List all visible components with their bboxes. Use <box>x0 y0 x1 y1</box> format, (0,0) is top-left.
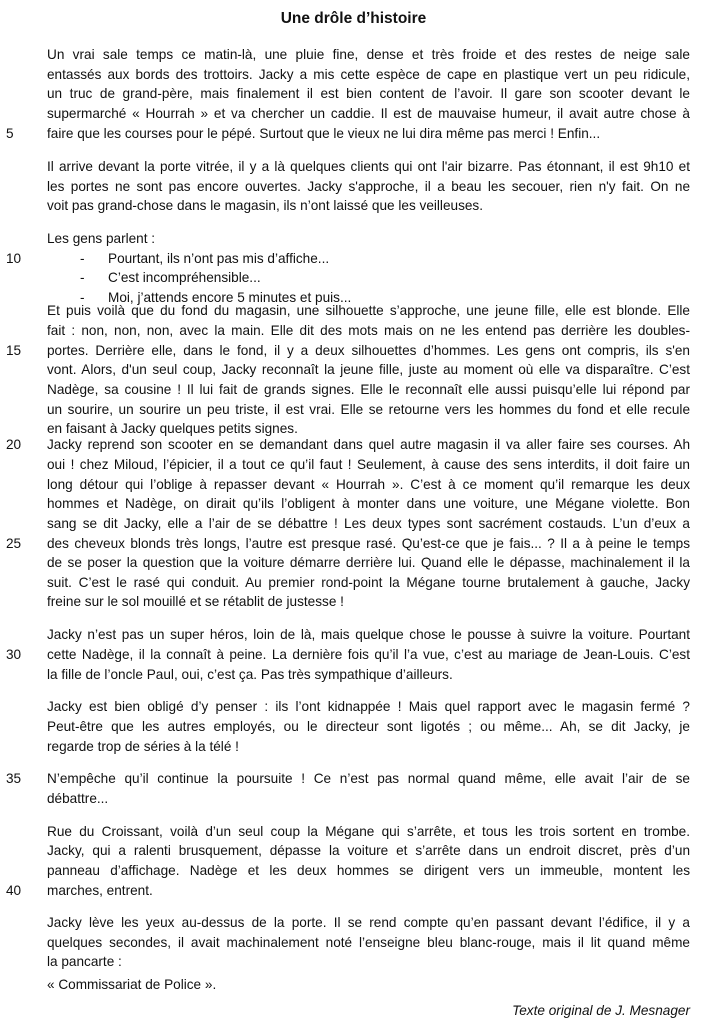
text-line: en faisant à Jacky quelques petits signes. <box>47 421 298 436</box>
line-number: 10 <box>6 251 22 266</box>
dialogue-dash: - <box>80 290 85 305</box>
text-line: Nadège, sa cousine ! Il lui fait de grands signes. Elle le reconnaît elle aussi puisqu’elle lui répond par <box>47 382 690 397</box>
text-line: freine sur le sol mouillé et se rétablit de justesse ! <box>47 594 344 609</box>
text-line: Jacky lève les yeux au-dessus de la porte. Il se rend compte qu’en passant devant l’édifice, il y a <box>47 915 690 930</box>
text-line: hommes et Nadège, on dirait qu’ils l’obligent à monter dans une voiture, une Mégane violette. Bon <box>47 496 690 511</box>
line-number: 35 <box>6 771 22 786</box>
text-line: panneau d’affichage. Nadège et les deux hommes se dirigent vers un immeuble, montent les <box>47 863 690 878</box>
dialogue-dash: - <box>80 251 85 266</box>
text-line: portes. Derrière elle, dans le fond, il y a deux silhouettes d’hommes. Les gens ont compris, ils s'en <box>47 343 690 358</box>
text-line: de se poser la question que la voiture démarre derrière lui. Quand elle le dépasse, machinalement il la <box>47 555 690 570</box>
text-line: faire que les courses pour le pépé. Surtout que le vieux ne lui dira même pas merci ! Enfin... <box>47 126 601 141</box>
text-line: débattre... <box>47 791 109 806</box>
text-line: fait : non, non, non, avec la main. Elle dit des mots mais on ne les entend pas derrière les doubles- <box>47 323 690 338</box>
text-line: Il arrive devant la porte vitrée, il y a là quelques clients qui ont l'air bizarre. Pas étonnant, il est 9h10 et <box>47 159 690 174</box>
text-line: Jacky est bien obligé d’y penser : ils l’ont kidnappée ! Mais quel rapport avec le magasin fermé ? <box>47 699 690 714</box>
text-line: Jacky, qui a ralenti brusquement, dépasse la voiture et s’arrête dans un endroit discret, près d’un <box>47 843 690 858</box>
text-line: supermarché « Hourrah » et va chercher un caddie. Il est de mauvaise humeur, il avait autre chose à <box>47 106 690 121</box>
text-line: long détour qui l’oblige à repasser devant « Hourrah ». C’est à ce moment qu’il remarque les deux <box>47 477 690 492</box>
line-number: 5 <box>6 126 14 141</box>
text-line: oui ! chez Miloud, l’épicier, il a tout ce qu’il faut ! Seulement, à cause des sens interdits, il doit faire un <box>47 457 690 472</box>
text-line: sang se dit Jacky, elle a l’air de se débattre ! Les deux types sont sacrément costauds. L’un d’eux a <box>47 516 690 531</box>
text-line: quelques secondes, il avait machinalement noté l’enseigne bleu blanc-rouge, mais il lit quand même <box>47 935 690 950</box>
text-line: Rue du Croissant, voilà d’un seul coup la Mégane qui s’arrête, et tous les trois sortent en trombe. <box>47 824 690 839</box>
text-line: vont. Alors, d'un seul coup, Jacky reconnaît la jeune fille, juste au moment où elle va disparaître. C’est <box>47 362 690 377</box>
text-line: les portes ne sont pas encore ouvertes. Jacky s'approche, il a beau les secouer, rien n'y fait. On ne <box>47 179 690 194</box>
line-number: 20 <box>6 437 22 452</box>
author-credit: Texte original de J. Mesnager <box>512 1003 690 1018</box>
document-title: Une drôle d’histoire <box>280 10 427 27</box>
dialogue-line: C’est incompréhensible... <box>108 270 261 285</box>
text-line: un truc de grand-père, mais finalement il est bien content de l’avoir. Il gare son scooter devant le <box>47 86 690 101</box>
text-line: un sourire, un sourire un peu triste, il est vrai. Elle se retourne vers les hommes du fond et elle recule <box>47 402 690 417</box>
text-line: Et puis voilà que du fond du magasin, une silhouette s’approche, une jeune fille, elle est blonde. Elle <box>47 303 690 318</box>
text-line: entassés aux bords des trottoirs. Jacky a mis cette espèce de cape en plastique vert un peu ridicule, <box>47 67 690 82</box>
line-number: 30 <box>6 647 22 662</box>
text-line: Un vrai sale temps ce matin-là, une pluie fine, dense et très froide et des restes de neige sale <box>47 47 690 62</box>
text-line: la fille de l’oncle Paul, oui, c’est ça. Pas très sympathique d’ailleurs. <box>47 667 453 682</box>
line-number: 40 <box>6 883 22 898</box>
text-line: Peut-être que les autres employés, ou le directeur sont ligotés ; ou même... Ah, se dit Jacky, je <box>47 719 690 734</box>
line-number: 25 <box>6 536 22 551</box>
text-line: voit pas grand-chose dans le magasin, ils n’ont laissé que les veilleuses. <box>47 198 483 213</box>
line-number: 15 <box>6 343 22 358</box>
text-line: marches, entrent. <box>47 883 153 898</box>
text-line: Les gens parlent : <box>47 231 156 246</box>
text-line: suit. C’est le rasé qui conduit. Au premier rond-point la Mégane tourne brutalement à gauche, Jacky <box>47 575 690 590</box>
text-line: Jacky reprend son scooter en se demandant dans quel autre magasin il va aller faire ses courses. Ah <box>47 437 690 452</box>
dialogue-line: Pourtant, ils n’ont pas mis d’affiche... <box>108 251 330 266</box>
text-line: N’empêche qu’il continue la poursuite ! Ce n’est pas normal quand même, elle avait l’air de se <box>47 771 690 786</box>
text-line: des cheveux blonds très longs, l’autre est presque rasé. Qu’est-ce que je fais... ? Il a à peine le temps <box>47 536 690 551</box>
text-line: regarde trop de séries à la télé ! <box>47 739 239 754</box>
dialogue-dash: - <box>80 270 85 285</box>
text-line: Jacky n’est pas un super héros, loin de là, mais quelque chose le pousse à suivre la voiture. Pourtant <box>47 627 690 642</box>
text-line: la pancarte : <box>47 954 122 969</box>
text-line: cette Nadège, il la connaît à peine. La dernière fois qu’il l’a vue, c’est au mariage de Jean-Louis. C’est <box>47 647 690 662</box>
dialogue-line: Moi, j’attends encore 5 minutes et puis... <box>108 290 352 305</box>
text-line: « Commissariat de Police ». <box>47 977 217 992</box>
